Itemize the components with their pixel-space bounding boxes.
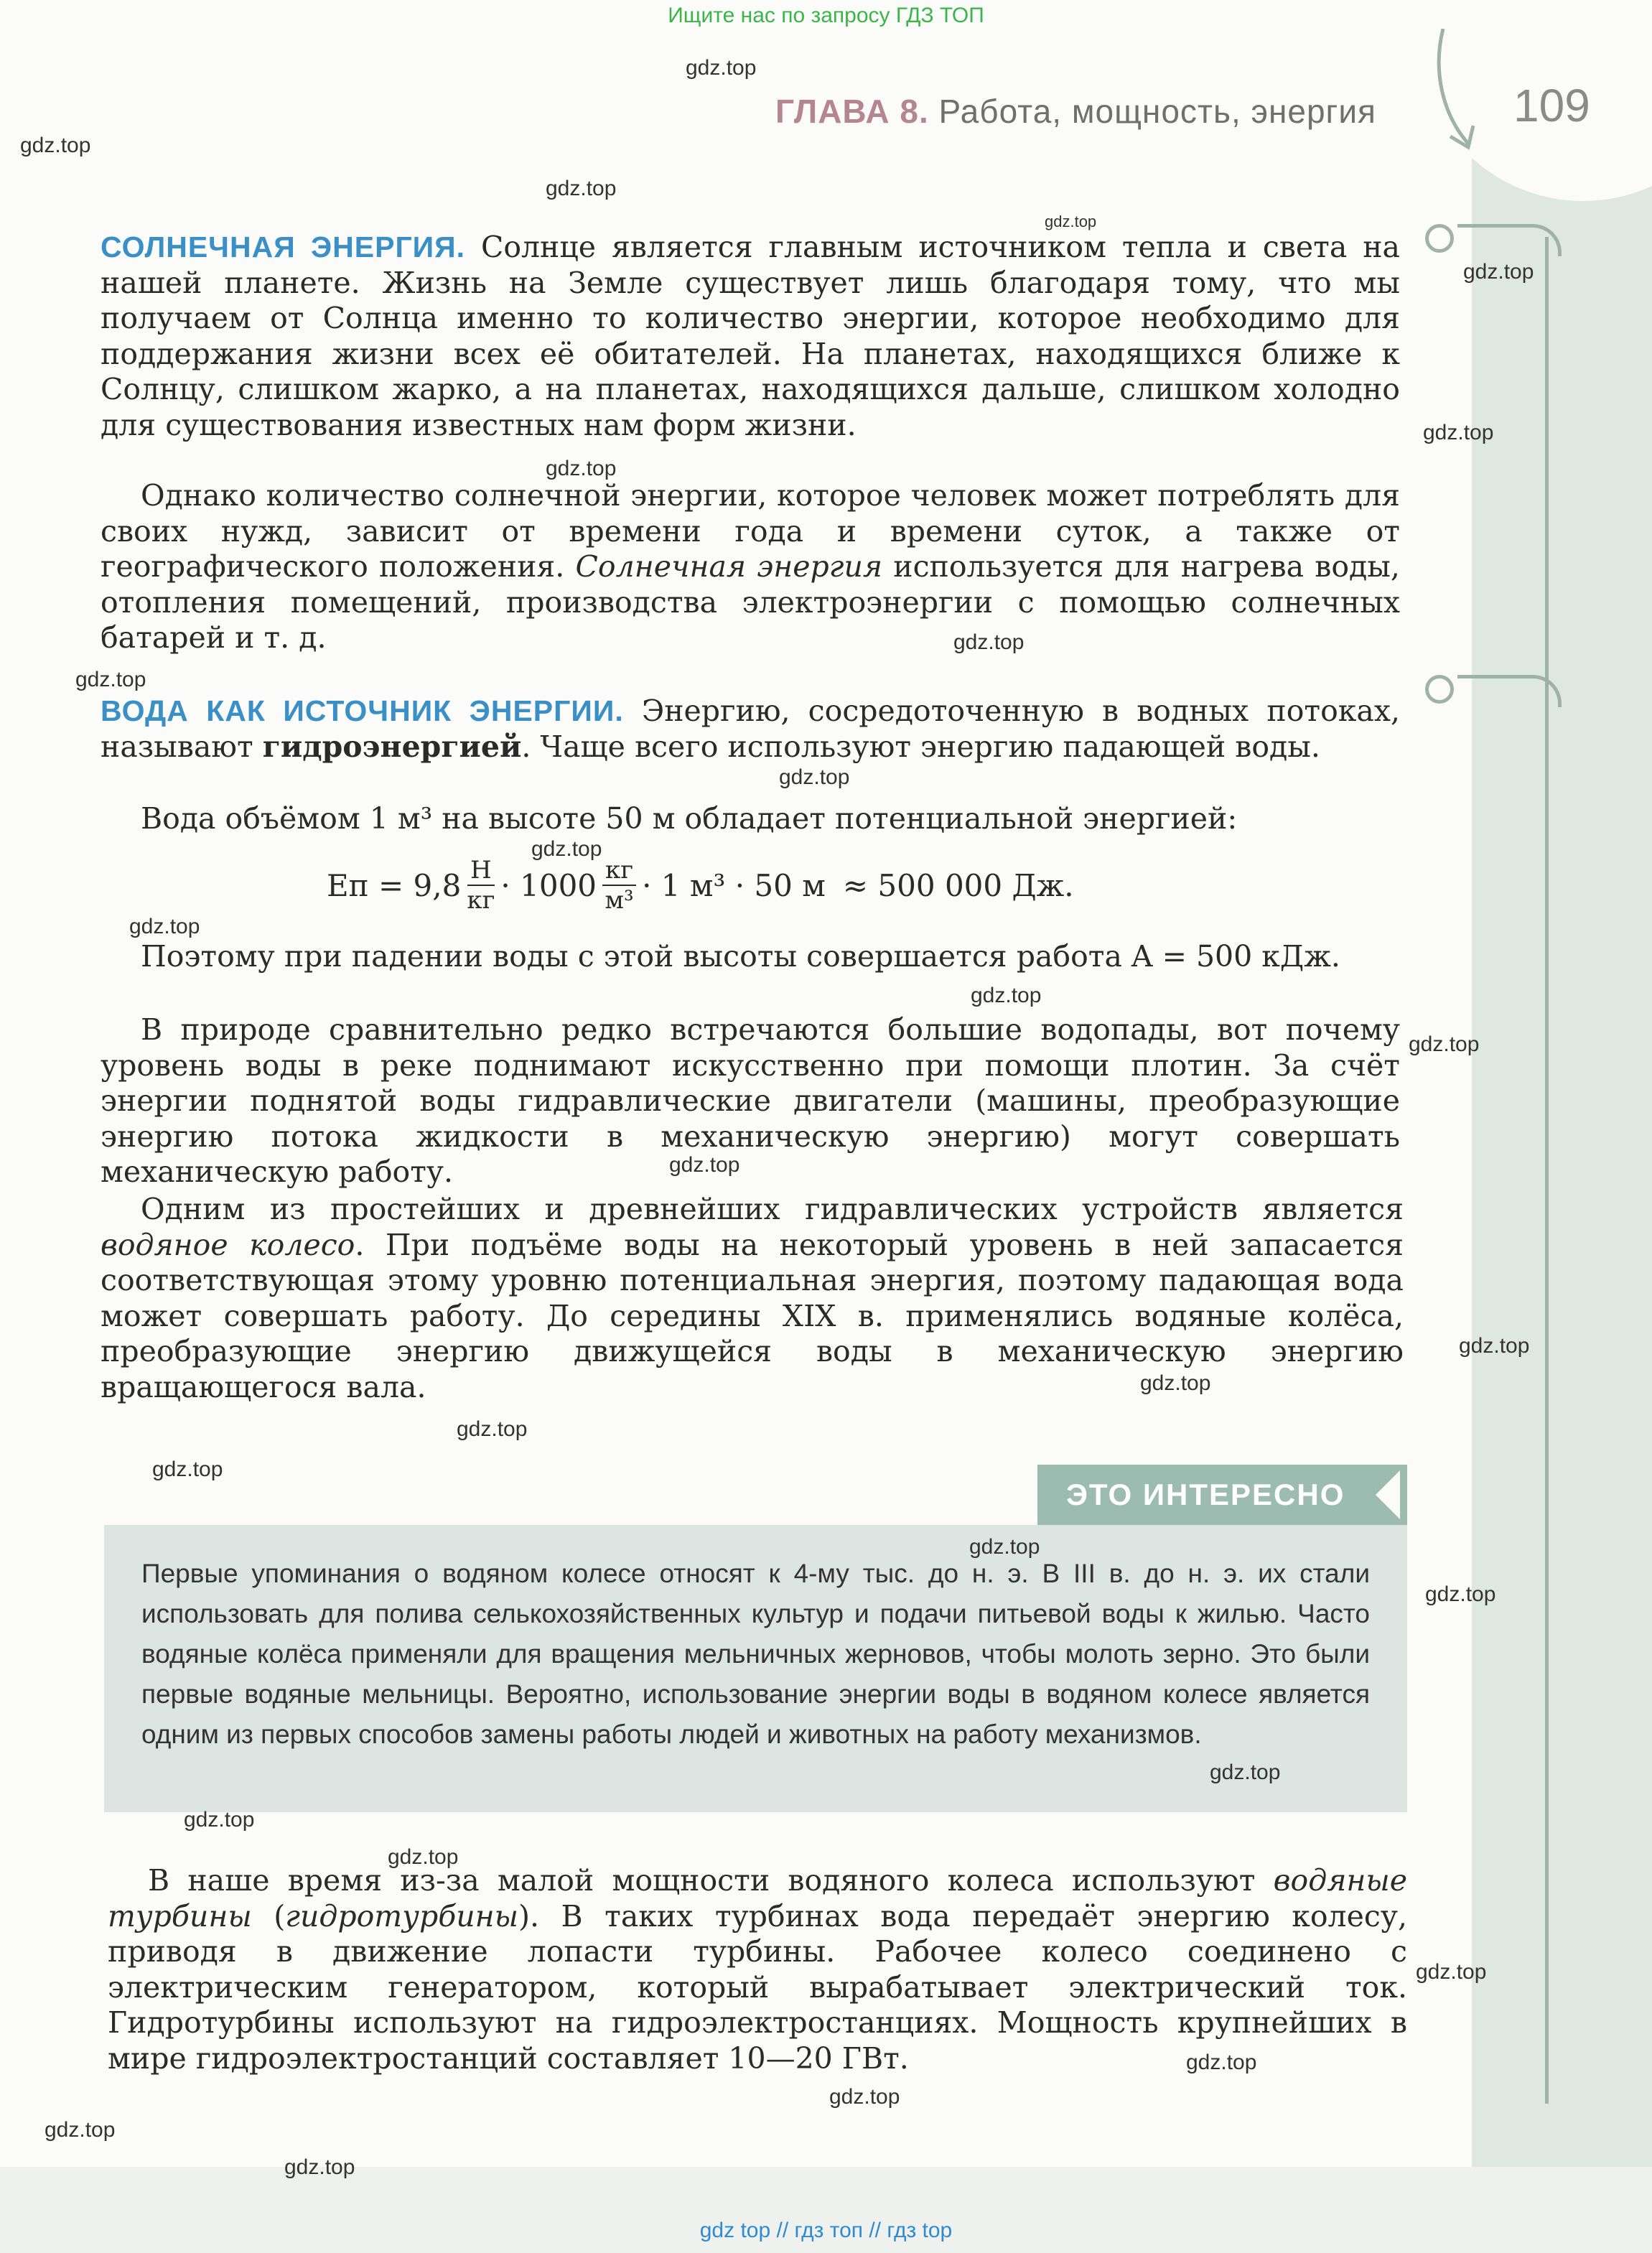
fraction-2-den: м³ [605, 886, 634, 915]
water-wheel-term: водяное колесо [101, 1227, 355, 1262]
watermark: gdz.top [1186, 2051, 1257, 2074]
water-paragraph-2 [101, 801, 1400, 837]
formula-mid: · 1000 [500, 867, 597, 903]
watermark: gdz.top [546, 177, 617, 200]
timeline-line [1545, 237, 1549, 2104]
watermark: gdz.top [969, 1535, 1040, 1559]
water-term: гидроэнергией [262, 729, 522, 764]
watermark: gdz.top [152, 1457, 223, 1481]
timeline-node [1425, 675, 1454, 704]
watermark: gdz.top [1140, 1371, 1211, 1395]
solar-heading: СОЛНЕЧНАЯ ЭНЕРГИЯ. [101, 230, 466, 263]
watermark: gdz.top [45, 2118, 116, 2142]
watermark: gdz.top [1409, 1032, 1480, 1056]
chapter-heading [775, 92, 1376, 131]
turbines-term-1: водяные турбины [108, 1863, 1407, 1934]
watermark: gdz.top [184, 1808, 255, 1832]
page-number: 109 [1513, 80, 1590, 131]
watermark: gdz.top [1423, 421, 1494, 444]
watermark: gdz.top [531, 837, 602, 861]
solar-paragraph-2 [101, 478, 1400, 656]
triangle-icon [1351, 1470, 1400, 1519]
watermark: gdz.top [779, 765, 850, 789]
water-heading: ВОДА КАК ИСТОЧНИК ЭНЕРГИИ. [101, 694, 624, 727]
watermark: gdz.top [1416, 1960, 1487, 1984]
watermark: gdz.top [1463, 260, 1534, 284]
watermark: gdz.top [129, 915, 200, 938]
watermark: gdz.top [75, 668, 146, 691]
water-text-5b: . При подъёме воды на некоторый уровень в ней запасается соответствующая этому уровню потенциальная энергия, поэтому падающая вода может совершать работу. До середины XIX в. применялись водяные колёса, преобразующие энергию движущейся воды в механическую энергию вращающегося вала. [101, 1227, 1404, 1404]
solar-term: Солнечная энергия [575, 549, 883, 584]
watermark: gdz.top [953, 630, 1025, 654]
arrow-icon [1429, 29, 1493, 158]
energy-formula [327, 856, 1074, 915]
water-text-1a: Энергию, сосредоточенную в водных потоках, называют [101, 694, 1400, 764]
solar-paragraph [101, 230, 1400, 443]
watermark: gdz.top [388, 1845, 459, 1869]
watermark: gdz.top [1425, 1582, 1496, 1606]
water-text-5a: Одним из простейших и древнейших гидравлических устройств является [141, 1192, 1404, 1226]
turbines-paragraph [108, 1863, 1407, 2076]
formula-lhs: Eп = 9,8 [327, 867, 462, 903]
watermark: gdz.top [457, 1417, 528, 1441]
watermark: gdz.top [1459, 1334, 1530, 1358]
timeline-hook [1457, 675, 1562, 707]
interesting-tab [1037, 1465, 1407, 1525]
turbines-paren: ( [274, 1898, 286, 1934]
watermark: gdz.top [669, 1153, 740, 1177]
solar-text: Солнце является главным источником тепла и света на нашей планете. Жизнь на Земле существует лишь благодаря тому, что мы получаем от Солнца именно то количество энергии, которое необходимо для поддержания жизни всех её обитателей. На планетах, находящихся ближе к Солнцу, слишком жарко, а на планетах, находящихся дальше, слишком холодно для существования известных нам форм жизни. [101, 230, 1400, 442]
water-text-1b: . Чаще всего используют энергию падающей воды. [521, 729, 1320, 764]
interesting-tab-label: ЭТО ИНТЕРЕСНО [1066, 1478, 1345, 1511]
turbines-text-b: ). В таких турбинах вода передаёт энергию колесу, приводя в движение лопасти турбины. Рабочее колесо соединено с электрическим генератором, который вырабатывает электрический ток. Гидротурбины используют на гидроэлектростанциях. Мощность крупнейших в мире гидроэлектростанций составляет 10—20 ГВт. [108, 1898, 1407, 2076]
fraction-1 [467, 856, 495, 915]
solar-text-2b: используется для нагрева воды, отопления помещений, производства электроэнергии с помощью солнечных батарей и т. д. [101, 549, 1400, 655]
water-paragraph-4 [101, 1012, 1400, 1190]
watermark: gdz.top [829, 2085, 900, 2109]
water-paragraph [101, 694, 1400, 765]
top-banner[interactable]: Ищите нас по запросу ГДЗ ТОП [668, 4, 984, 27]
watermark: gdz.top [284, 2155, 355, 2179]
watermark: gdz.top [1045, 213, 1097, 230]
fraction-1-num: Н [467, 856, 495, 886]
turbines-term-2: гидротурбины [285, 1898, 519, 1934]
watermark: gdz.top [546, 457, 617, 480]
fraction-2-num: кг [602, 856, 636, 886]
water-text-3: Поэтому при падении воды с этой высоты совершается работа A = 500 кДж. [141, 939, 1340, 974]
interesting-text: Первые упоминания о водяном колесе относят к 4-му тыс. до н. э. В III в. до н. э. их стали использовать для полива селькохозяйственных культур и подачи питьевой воды к жилью. Часто водяные колёса применяли для вращения мельничных жерновов, чтобы молоть зерно. Это были первые водяные мельницы. Вероятно, использование энергии воды в водяном колесе является одним из первых способов замены работы людей и животных на работу механизмов. [141, 1559, 1370, 1749]
solar-text-2a: Однако количество солнечной энергии, которое человек может потреблять для своих нужд, зависит от времени года и времени суток, а также от географического положения. [101, 478, 1400, 584]
formula-result: ≈ 500 000 Дж. [842, 867, 1074, 903]
timeline-node [1425, 224, 1454, 253]
watermark: gdz.top [971, 984, 1042, 1007]
watermark: gdz.top [686, 56, 757, 80]
water-text-2: Вода объёмом 1 м³ на высоте 50 м обладает потенциальной энергией: [141, 801, 1238, 836]
timeline-hook [1457, 224, 1562, 256]
chapter-label: ГЛАВА 8. [775, 93, 929, 130]
watermark: gdz.top [20, 134, 91, 157]
footer-links[interactable]: gdz top // гдз топ // гдз top [699, 2219, 953, 2242]
right-margin-band [1472, 0, 1652, 2253]
fraction-1-den: кг [467, 886, 495, 915]
fraction-2 [602, 856, 636, 915]
water-text-4: В природе сравнительно редко встречаются большие водопады, вот почему уровень воды в реке поднимают искусственно при помощи плотин. За счёт энергии поднятой воды гидравлические двигатели (машины, преобразующие энергию потока жидкости в механическую энергию) могут совершать механическую работу. [101, 1012, 1400, 1189]
formula-rhs: · 1 м³ · 50 м [642, 867, 826, 903]
turbines-text-a: В наше время из-за малой мощности водяного колеса используют [148, 1863, 1256, 1898]
chapter-title: Работа, мощность, энергия [938, 93, 1376, 130]
water-paragraph-3 [101, 939, 1400, 975]
watermark: gdz.top [1210, 1760, 1281, 1784]
